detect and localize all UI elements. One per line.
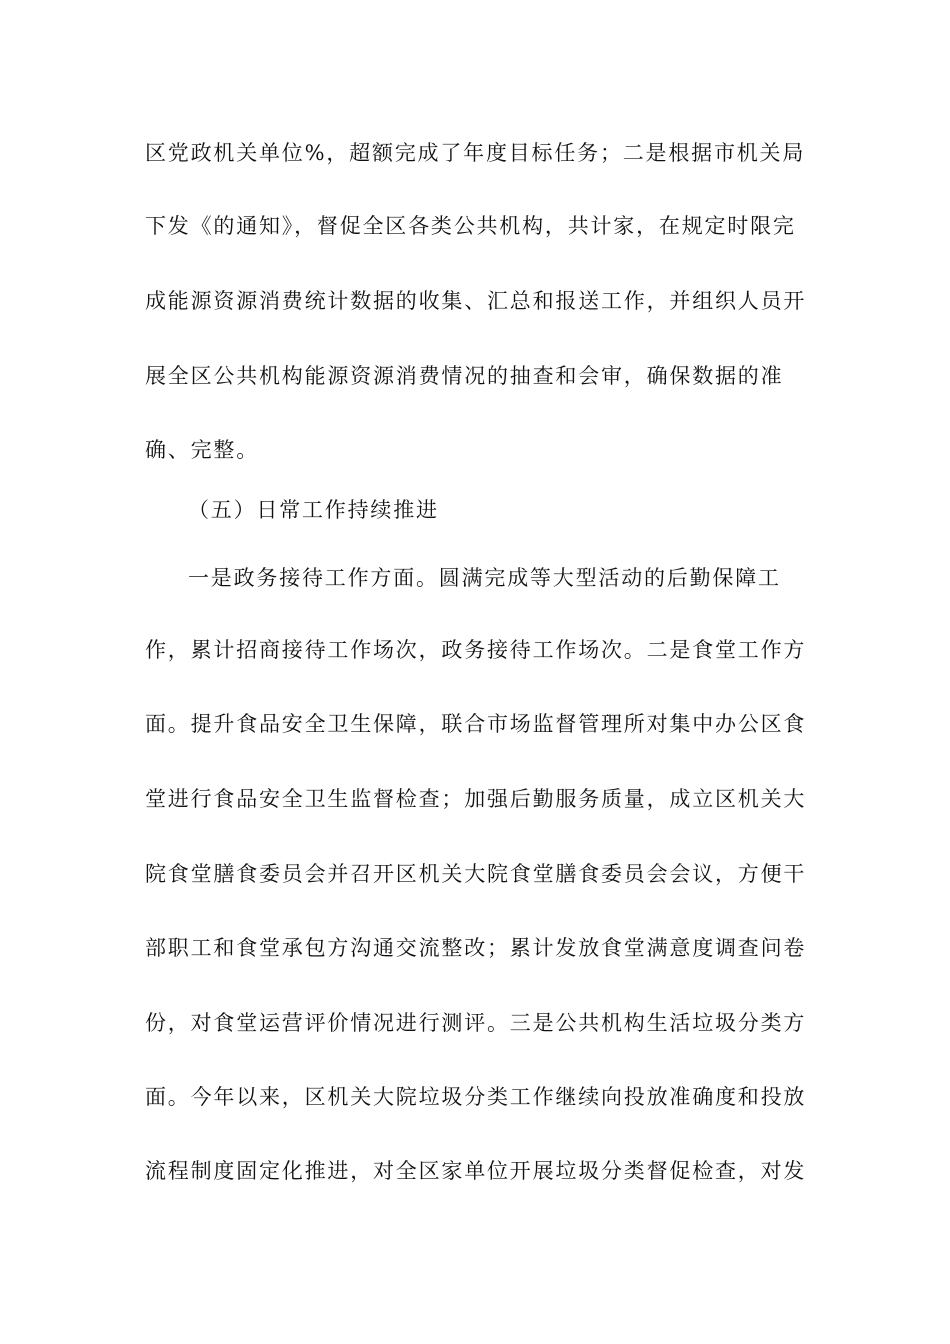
body-text-line: 面。今年以来，区机关大院垃圾分类工作继续向投放准确度和投放 xyxy=(145,1085,807,1109)
body-text-line: 下发《的通知》，督促全区各类公共机构，共计家，在规定时限完 xyxy=(145,214,796,238)
body-text-line: 面。提升食品安全卫生保障，联合市场监督管理所对集中办公区食 xyxy=(145,712,807,736)
body-text-line: 流程制度固定化推进，对全区家单位开展垃圾分类督促检查，对发 xyxy=(145,1159,807,1183)
body-text-line: 区党政机关单位%，超额完成了年度目标任务；二是根据市机关局 xyxy=(145,141,806,165)
section-heading: （五）日常工作持续推进 xyxy=(188,498,439,522)
body-text-line: 院食堂膳食委员会并召开区机关大院食堂膳食委员会会议，方便干 xyxy=(145,862,807,886)
body-text-line: 展全区公共机构能源资源消费情况的抽查和会审，确保数据的准 xyxy=(145,364,784,388)
body-text-line: 部职工和食堂承包方沟通交流整改；累计发放食堂满意度调查问卷 xyxy=(145,936,807,960)
body-text-line: 份，对食堂运营评价情况进行测评。三是公共机构生活垃圾分类方 xyxy=(145,1011,807,1035)
body-text-line: 作，累计招商接待工作场次，政务接待工作场次。二是食堂工作方 xyxy=(145,638,807,662)
body-text-line: 确、完整。 xyxy=(145,438,259,462)
body-text-line: 成能源资源消费统计数据的收集、汇总和报送工作，并组织人员开 xyxy=(145,289,807,313)
paragraph-first-line: 一是政务接待工作方面。圆满完成等大型活动的后勤保障工 xyxy=(188,566,781,590)
body-text-line: 堂进行食品安全卫生监督检查；加强后勤服务质量，成立区机关大 xyxy=(145,787,807,811)
